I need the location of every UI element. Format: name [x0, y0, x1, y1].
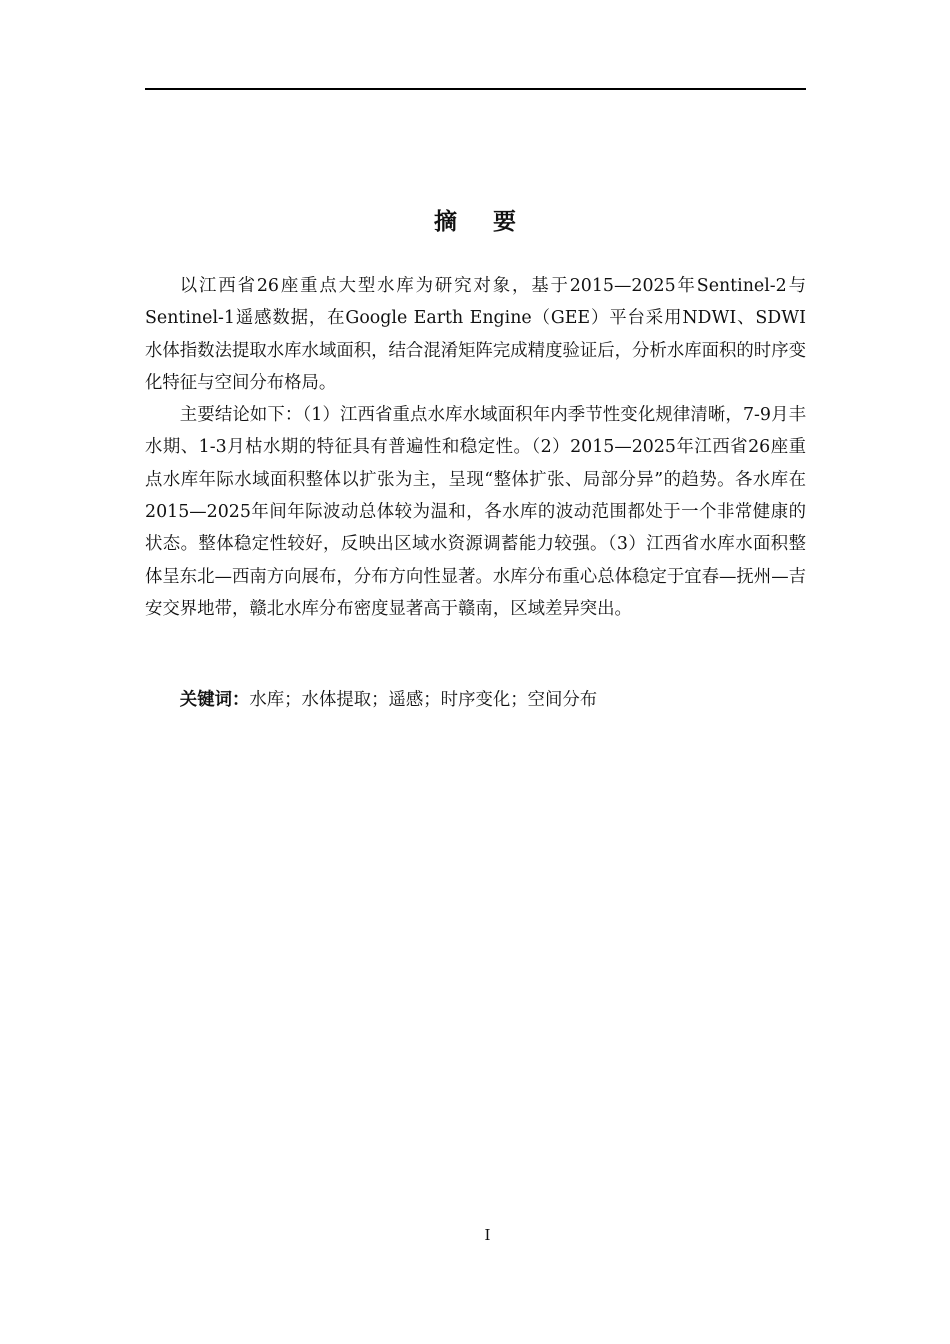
header-rule — [145, 88, 806, 90]
page-number: I — [484, 1226, 491, 1244]
abstract-paragraph-2: 主要结论如下：（1）江西省重点水库水域面积年内季节性变化规律清晰，7-9月丰水期、1-3月枯水期的特征具有普遍性和稳定性。（2）2015—2025年江西省26座重点水库年际水域面积整体以扩张为主，呈现“整体扩张、局部分异”的趋势。各水库在2015—2025年间年际波动总体较为温和，各水库的波动范围都处于一个非常健康的状态。整体稳定性较好，反映出区域水资源调蓄能力较强。（3）江西省水库水面积整体呈东北—西南方向展布，分布方向性显著。水库分布重心总体稳定于宜春—抚州—吉安交界地带，赣北水库分布密度显著高于赣南，区域差异突出。 — [145, 405, 806, 619]
keywords-line — [145, 684, 806, 716]
abstract-title: 摘 要 — [433, 209, 530, 235]
keywords-value: 水库；水体提取；遥感；时序变化；空间分布 — [249, 690, 598, 710]
abstract-paragraph-1: 以江西省26座重点大型水库为研究对象，基于2015—2025年Sentinel-2与Sentinel-1遥感数据，在Google Earth Engine（GEE）平台采用NDWI、SDWI水体指数法提取水库水域面积，结合混淆矩阵完成精度验证后，分析水库面积的时序变化特征与空间分布格局。 — [145, 276, 806, 393]
abstract-body — [145, 270, 806, 625]
keywords-label: 关键词： — [179, 690, 250, 710]
